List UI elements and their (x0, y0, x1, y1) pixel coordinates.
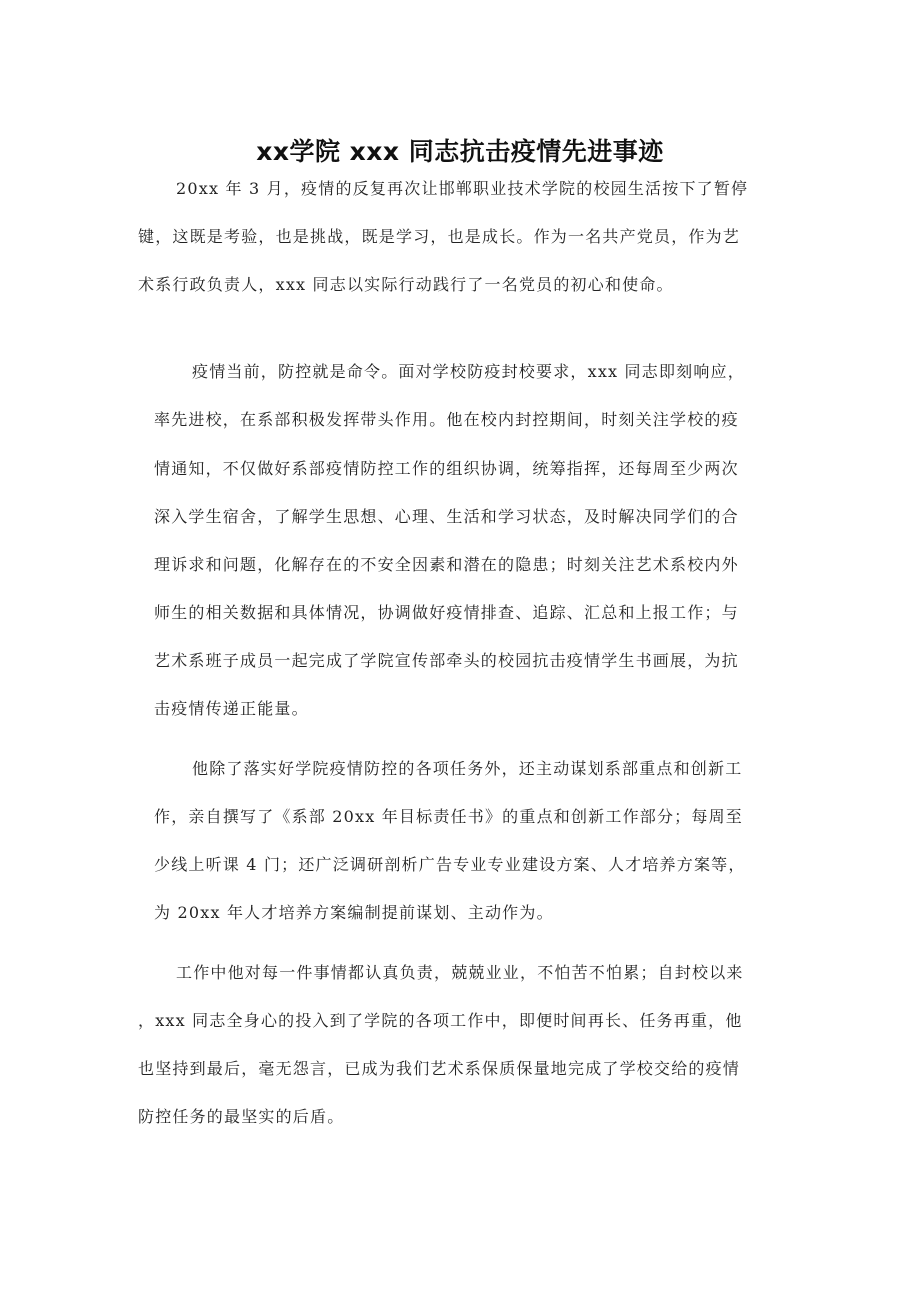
paragraph-2-line-5: 理诉求和问题，化解存在的不安全因素和潜在的隐患；时刻关注艺术系校内外 (154, 555, 739, 574)
document-title: xx学院 xxx 同志抗击疫情先进事迹 (256, 137, 664, 166)
paragraph-4-line-4: 防控任务的最坚实的后盾。 (138, 1107, 345, 1126)
paragraph-2-line-3: 情通知，不仅做好系部疫情防控工作的组织协调，统筹指挥，还每周至少两次 (154, 459, 739, 478)
paragraph-2-line-1: 疫情当前，防控就是命令。面对学校防疫封校要求，xxx 同志即刻响应， (192, 362, 745, 381)
paragraph-2-line-4: 深入学生宿舍，了解学生思想、心理、生活和学习状态，及时解决同学们的合 (154, 507, 739, 526)
paragraph-2-line-7: 艺术系班子成员一起完成了学院宣传部牵头的校园抗击疫情学生书画展，为抗 (154, 651, 739, 670)
paragraph-3-line-4: 为 20xx 年人才培养方案编制提前谋划、主动作为。 (154, 903, 554, 922)
paragraph-3-line-2: 作，亲自撰写了《系部 20xx 年目标责任书》的重点和创新工作部分；每周至 (154, 807, 743, 826)
paragraph-1-line-2: 键，这既是考验，也是挑战，既是学习，也是成长。作为一名共产党员，作为艺 (138, 227, 741, 246)
paragraph-3-line-1: 他除了落实好学院疫情防控的各项任务外，还主动谋划系部重点和创新工 (192, 759, 743, 778)
paragraph-4-line-3: 也坚持到最后，毫无怨言，已成为我们艺术系保质保量地完成了学校交给的疫情 (138, 1059, 741, 1078)
paragraph-2-line-2: 率先进校，在系部积极发挥带头作用。他在校内封控期间，时刻关注学校的疫 (154, 410, 739, 429)
paragraph-2-line-8: 击疫情传递正能量。 (154, 699, 309, 718)
paragraph-1-line-1: 20xx 年 3 月，疫情的反复再次让邯郸职业技术学院的校园生活按下了暂停 (176, 179, 749, 198)
paragraph-3-line-3: 少线上听课 4 门；还广泛调研剖析广告专业专业建设方案、人才培养方案等， (154, 855, 746, 874)
paragraph-2-line-6: 师生的相关数据和具体情况，协调做好疫情排查、追踪、汇总和上报工作；与 (154, 603, 739, 622)
paragraph-4-line-2: ，xxx 同志全身心的投入到了学院的各项工作中，即便时间再长、任务再重，他 (138, 1011, 743, 1030)
paragraph-1-line-3: 术系行政负责人，xxx 同志以实际行动践行了一名党员的初心和使命。 (138, 275, 674, 294)
paragraph-4-line-1: 工作中他对每一件事情都认真负责，兢兢业业，不怕苦不怕累；自封校以来 (176, 963, 744, 982)
